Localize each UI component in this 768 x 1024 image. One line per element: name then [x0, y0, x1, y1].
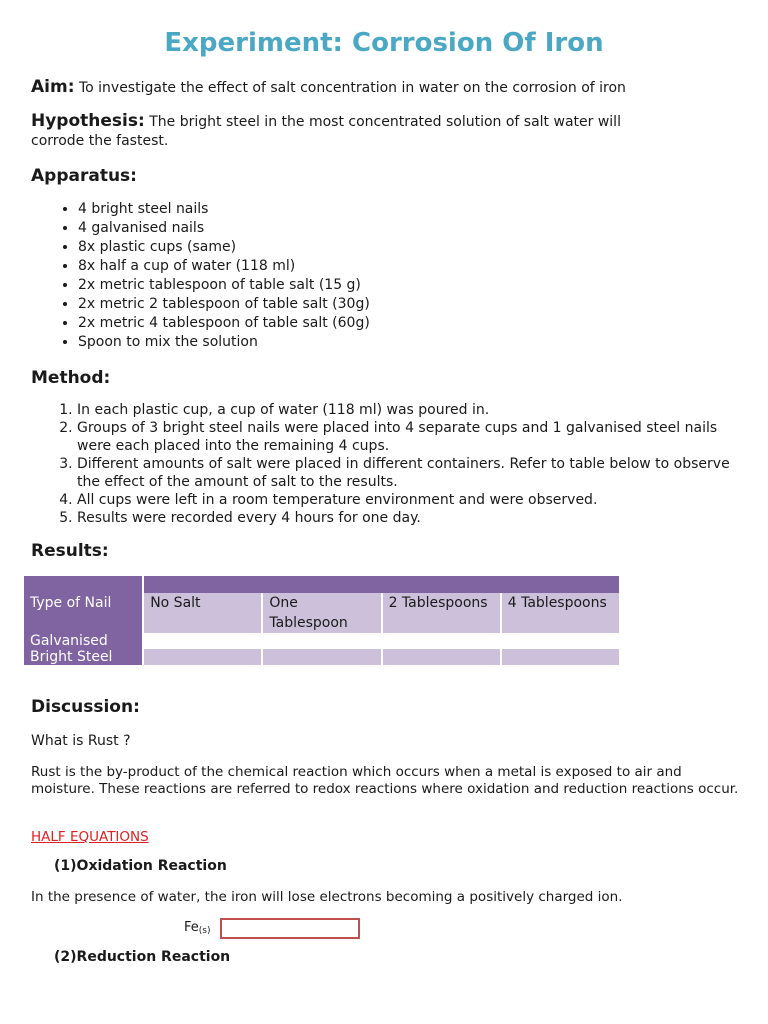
table-cell — [382, 633, 501, 649]
table-cell — [501, 649, 620, 665]
aim-text: To investigate the effect of salt concentration in water on the corrosion of iron — [78, 80, 626, 96]
results-heading: Results: — [31, 541, 109, 561]
table-cell — [262, 633, 381, 649]
method-list — [52, 401, 737, 527]
results-table — [24, 576, 621, 665]
oxidation-text: In the presence of water, the iron will lose electrons becoming a positively charged ion. — [31, 889, 623, 905]
column-header: One Tablespoon — [262, 593, 381, 633]
list-item: • Spoon to mix the solution — [78, 333, 370, 352]
list-item: • 8x half a cup of water (118 ml) — [78, 257, 370, 276]
apparatus-heading: Apparatus: — [31, 166, 137, 186]
column-header: 2 Tablespoons — [382, 593, 501, 633]
list-item: 1. In each plastic cup, a cup of water (118 ml) was poured in. — [77, 401, 737, 419]
list-item: 3. Different amounts of salt were placed in different containers. Refer to table below to observe the effect of the amount of salt to the results. — [77, 455, 737, 491]
table-cell — [501, 633, 620, 649]
table-row — [24, 633, 620, 649]
list-item: • 8x plastic cups (same) — [78, 238, 370, 257]
column-header: 4 Tablespoons — [501, 593, 620, 633]
page-title: Experiment: Corrosion Of Iron — [164, 28, 604, 58]
discussion-answer: Rust is the by-product of the chemical reaction which occurs when a metal is exposed to air and moisture. These reactions are referred to redox reactions where oxidation and reduction reactions occur. — [31, 764, 739, 797]
hypothesis-label: Hypothesis: — [31, 111, 145, 131]
list-item: 2. Groups of 3 bright steel nails were placed into 4 separate cups and 1 galvanised steel nails were each placed into the remaining 4 cups. — [77, 419, 737, 455]
half-equations-link[interactable]: HALF EQUATIONS — [31, 829, 149, 845]
fe-answer-box[interactable] — [220, 918, 360, 939]
table-row — [24, 593, 620, 633]
list-item: • 4 galvanised nails — [78, 219, 370, 238]
discussion-question: What is Rust ? — [31, 733, 131, 749]
list-item: • 2x metric 4 tablespoon of table salt (60g) — [78, 314, 370, 333]
list-item: 4. All cups were left in a room temperature environment and were observed. — [77, 491, 737, 509]
list-item: • 2x metric tablespoon of table salt (15 g) — [78, 276, 370, 295]
method-heading: Method: — [31, 368, 111, 388]
fe-state: (s) — [198, 926, 211, 936]
table-cell — [143, 649, 262, 665]
table-cell — [262, 649, 381, 665]
column-header: No Salt — [143, 593, 262, 633]
hypothesis-text-1: The bright steel in the most concentrated solution of salt water will — [149, 114, 621, 130]
oxidation-heading: (1)Oxidation Reaction — [54, 858, 227, 874]
table-row — [24, 649, 620, 665]
hypothesis-text-2: corrode the fastest. — [31, 133, 169, 149]
aim-line — [31, 77, 626, 97]
list-item: • 2x metric 2 tablespoon of table salt (30g) — [78, 295, 370, 314]
fe-label: $Fe_{(s)}$ — [184, 920, 211, 936]
aim-label: Aim: — [31, 77, 75, 97]
table-cell — [143, 633, 262, 649]
apparatus-list — [52, 200, 370, 352]
table-cell — [382, 649, 501, 665]
row-label: Galvanised — [24, 633, 143, 649]
list-item: 5. Results were recorded every 4 hours for one day. — [77, 509, 737, 527]
discussion-heading: Discussion: — [31, 697, 140, 717]
row-header-label: Type of Nail — [24, 593, 143, 633]
reduction-heading: (2)Reduction Reaction — [54, 949, 231, 965]
row-label: Bright Steel — [24, 649, 143, 665]
table-header-band — [24, 576, 620, 593]
hypothesis — [31, 112, 741, 151]
list-item: • 4 bright steel nails — [78, 200, 370, 219]
